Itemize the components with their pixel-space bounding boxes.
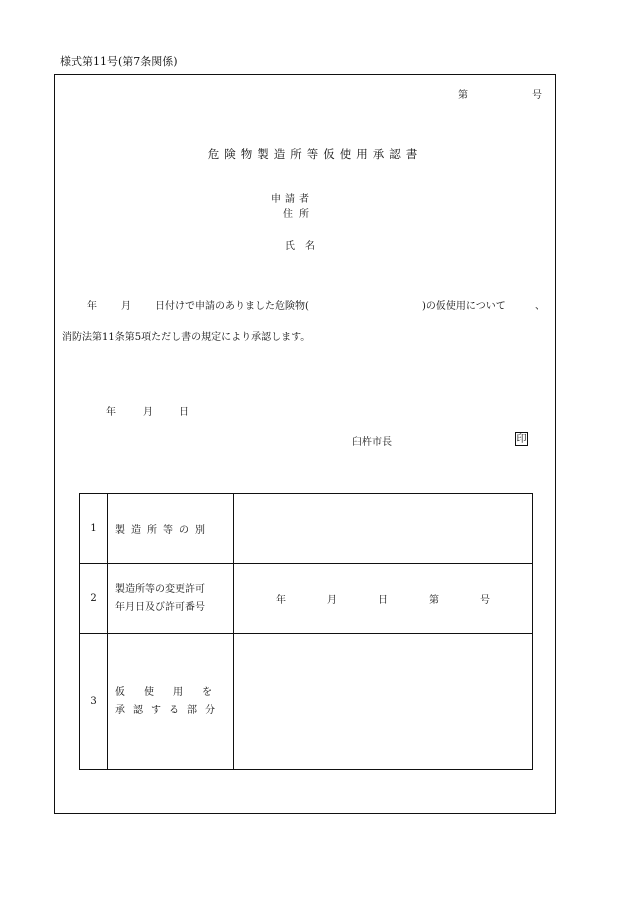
body-date-text: 日付けで申請のありました危険物(	[155, 301, 309, 312]
number-go: 号	[532, 90, 542, 101]
body-year: 年	[87, 301, 97, 312]
row-number: 2	[80, 564, 108, 634]
seal-mark: 印	[516, 434, 527, 445]
issue-year: 年	[106, 407, 116, 418]
row-number: 3	[80, 634, 108, 770]
issue-month: 月	[143, 407, 153, 418]
permit-day: 日	[378, 595, 388, 606]
body-approval-text: 消防法第11条第5項ただし書の規定により承認します。	[62, 332, 311, 343]
approved-part-value	[234, 634, 533, 770]
permit-go: 号	[480, 595, 490, 606]
facility-type-label: 製造所等の別	[108, 494, 234, 564]
name-label: 氏名	[285, 241, 325, 252]
issuer-name: 臼杵市長	[352, 437, 392, 448]
body-comma: 、	[535, 301, 545, 312]
document-title: 危険物製造所等仮使用承認書	[207, 147, 423, 161]
issue-day: 日	[179, 407, 189, 418]
approved-part-label: 仮使用を 承認する部分	[108, 634, 234, 770]
permit-value	[234, 564, 533, 634]
permit-dai: 第	[429, 595, 439, 606]
form-number-label: 様式第11号(第7条関係)	[60, 55, 178, 68]
detail-table	[79, 493, 533, 770]
permit-month: 月	[327, 595, 337, 606]
table-row	[80, 634, 533, 770]
table-row	[80, 494, 533, 564]
permit-year: 年	[276, 595, 286, 606]
body-month: 月	[121, 301, 131, 312]
facility-type-value	[234, 494, 533, 564]
body-provisional-text: )の仮使用について	[422, 301, 506, 312]
address-label: 住所	[283, 209, 315, 220]
table-row	[80, 564, 533, 634]
permit-label: 製造所等の変更許可 年月日及び許可番号	[108, 564, 234, 634]
applicant-heading: 申請者	[271, 194, 313, 205]
number-dai: 第	[458, 90, 468, 101]
row-number: 1	[80, 494, 108, 564]
